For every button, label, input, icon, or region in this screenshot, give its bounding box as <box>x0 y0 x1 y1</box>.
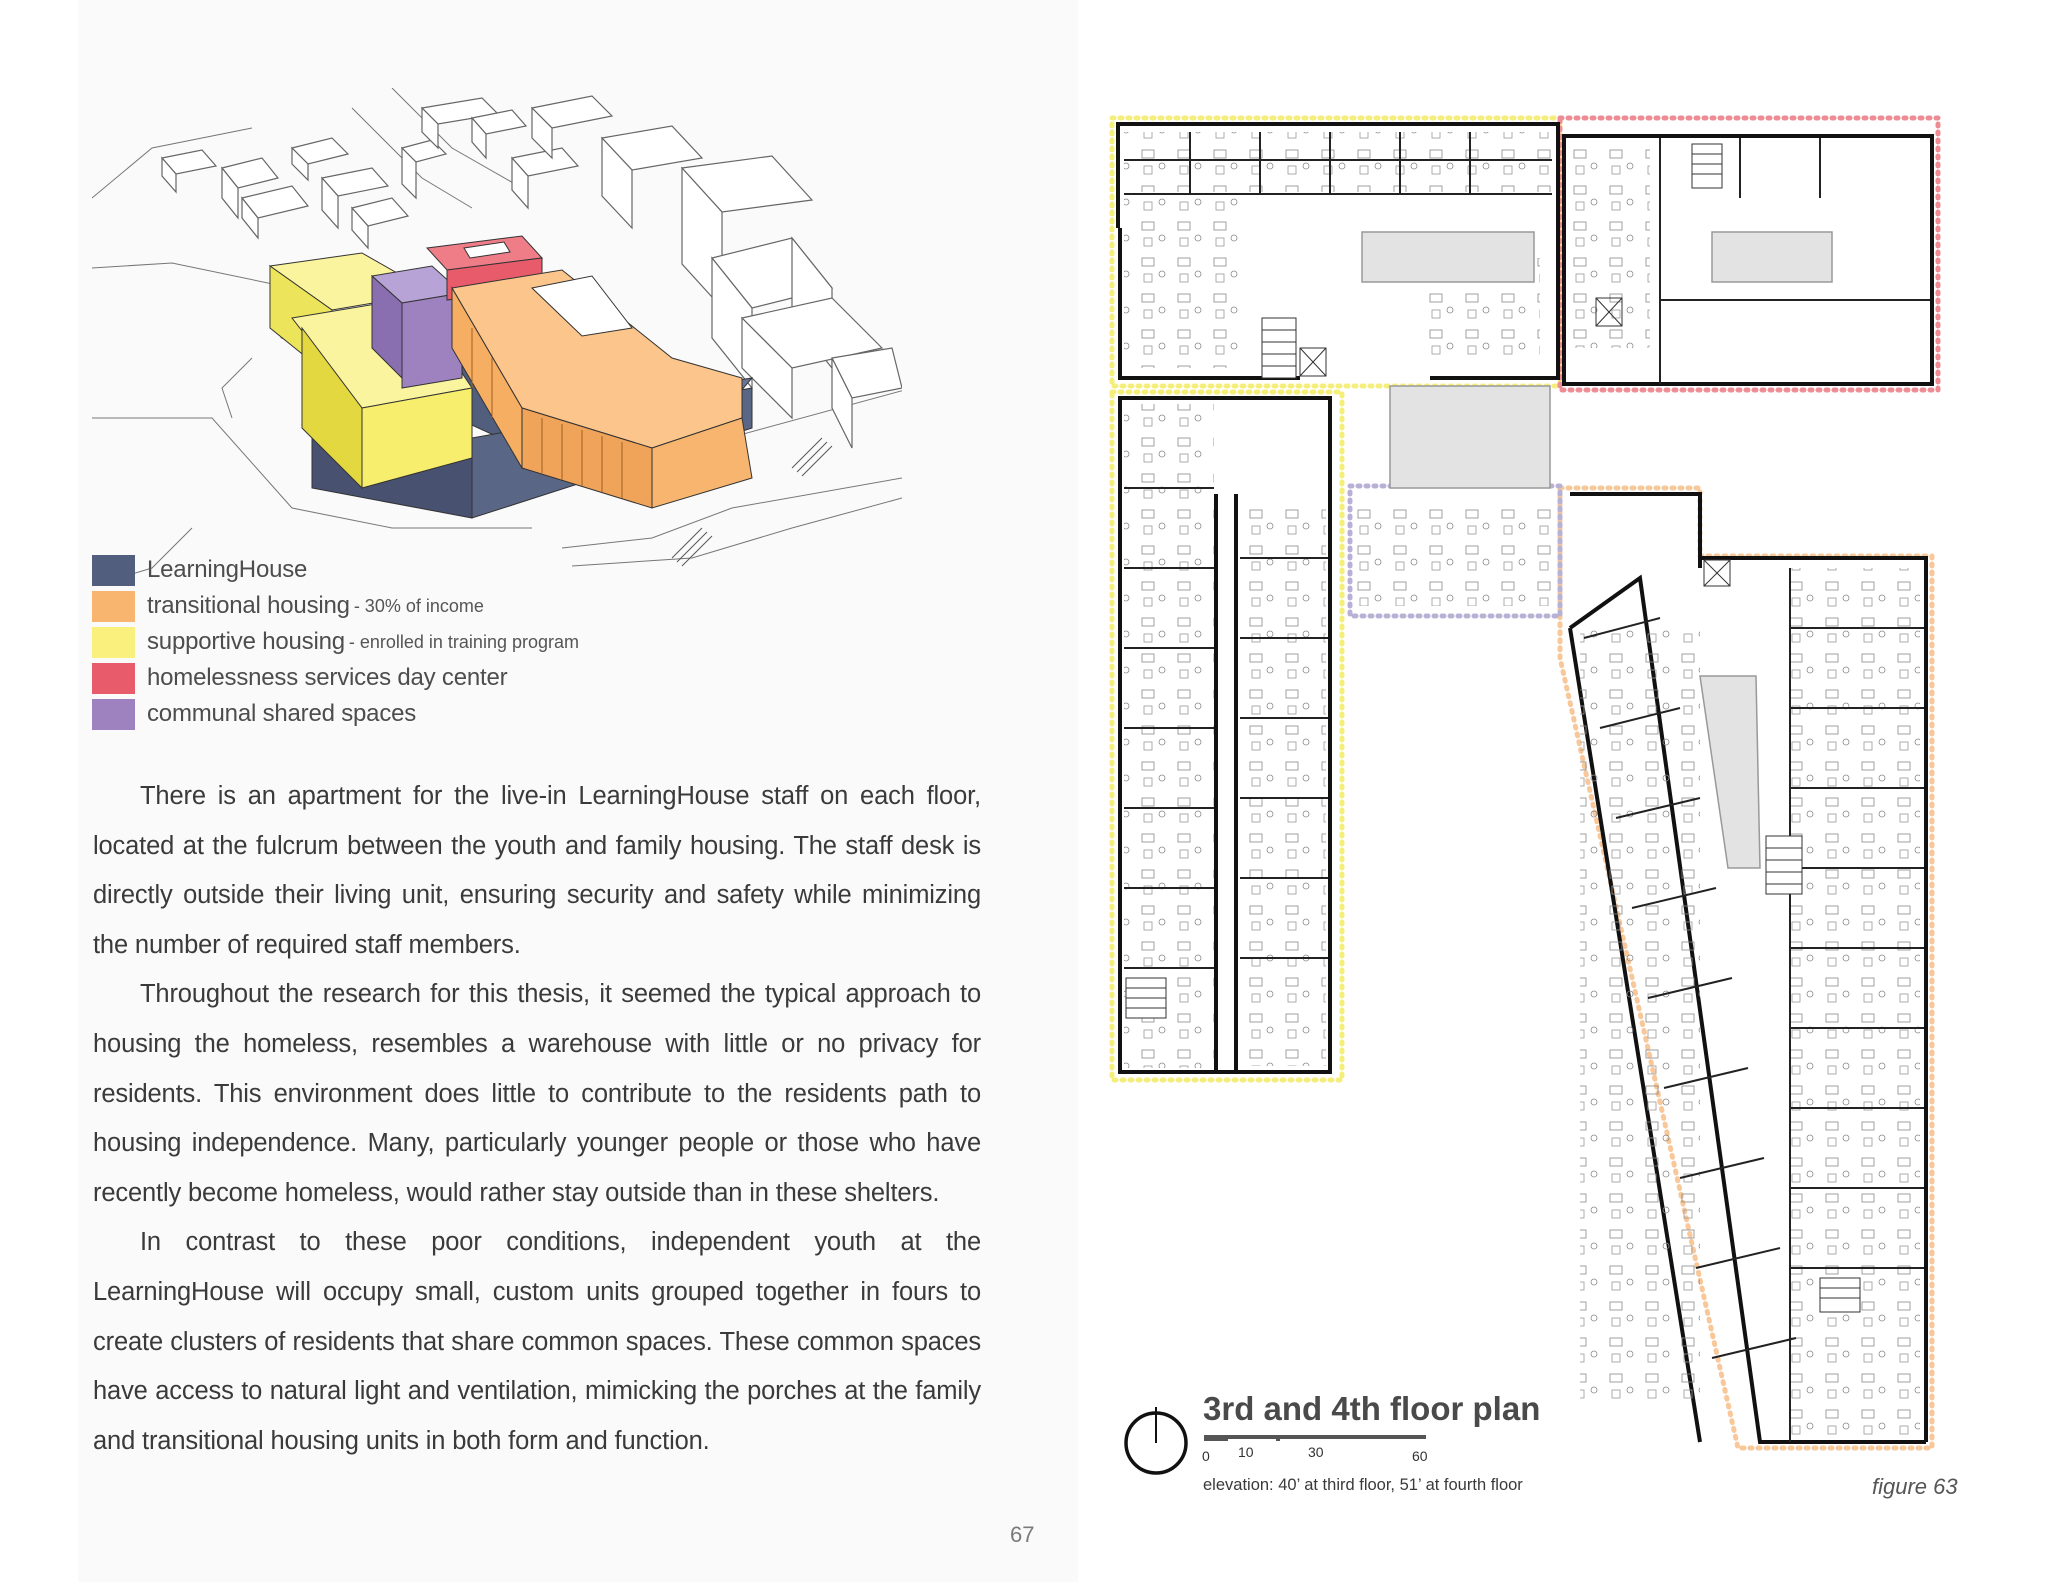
scale-tick: 0 <box>1202 1448 1210 1464</box>
legend-item-supportive <box>92 624 579 660</box>
scale-tick: 30 <box>1308 1444 1324 1460</box>
legend-label: communal shared spaces <box>147 700 417 727</box>
body-text <box>93 772 981 1466</box>
plan-title: 3rd and 4th floor plan <box>1203 1390 1541 1427</box>
legend-item-communal <box>92 696 579 732</box>
paragraph-1: There is an apartment for the live-in LearningHouse staff on each floor, located at the fulcrum between the youth and family housing. The staff desk is directly outside their living unit, ensuring security and safety while minimizing the number of required staff members. <box>93 782 981 959</box>
legend-note: - enrolled in training program <box>348 631 579 652</box>
north-arrow-icon <box>1121 1405 1191 1475</box>
floor-plan <box>1100 108 1948 1456</box>
scale-tick: 60 <box>1412 1448 1428 1464</box>
legend-swatch <box>92 555 135 586</box>
legend-item-day-center <box>92 660 579 696</box>
paragraph-3: In contrast to these poor conditions, independent youth at the LearningHouse will occupy small, custom units grouped together in fours to create clusters of residents that share common spaces. These common spaces have access to natural light and ventilation, mimicking the porches at the family and transitional housing units in both form and function. <box>93 1228 981 1455</box>
legend-label: LearningHouse <box>147 556 308 583</box>
legend-label: transitional housing <box>147 592 350 619</box>
legend-swatch <box>92 627 135 658</box>
legend-swatch <box>92 699 135 730</box>
page-number: 67 <box>1010 1522 1035 1547</box>
legend-label: homelessness services day center <box>147 664 508 691</box>
massing-diagram <box>92 88 902 586</box>
scale-tick: 10 <box>1238 1444 1254 1460</box>
paragraph-2: Throughout the research for this thesis, it seemed the typical approach to housing the homeless, resembles a warehouse with little or no privacy for residents. This environment does little to contribute to the residents path to housing independence. Many, particularly younger people or those who have recently become homeless, would rather stay outside than in these shelters. <box>93 980 981 1207</box>
legend-note: - 30% of income <box>353 595 484 616</box>
legend-label: supportive housing <box>147 628 345 655</box>
figure-label: figure 63 <box>1872 1474 1958 1499</box>
scale-bar <box>1200 1433 1440 1473</box>
legend-swatch <box>92 591 135 622</box>
legend-swatch <box>92 663 135 694</box>
legend-item-transitional <box>92 588 579 624</box>
legend <box>92 552 579 732</box>
legend-item-learninghouse <box>92 552 579 588</box>
elevation-note: elevation: 40’ at third floor, 51’ at fourth floor <box>1203 1476 1523 1494</box>
